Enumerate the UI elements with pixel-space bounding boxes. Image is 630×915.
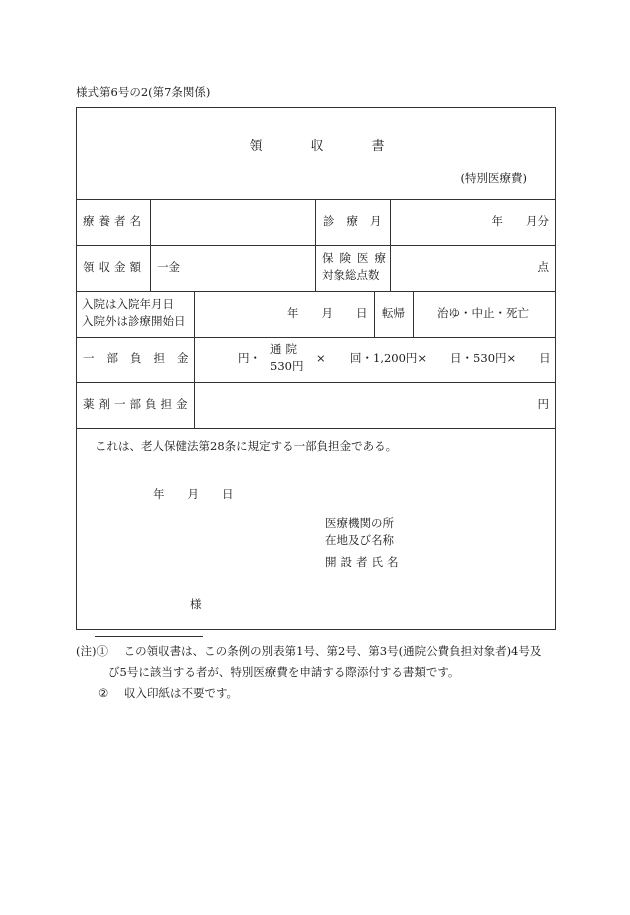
facility-label-1: 医療機関の所 xyxy=(325,516,394,530)
copay-formula[interactable]: 回・1,200円× 日・530円× 日 xyxy=(350,351,551,365)
copay-label: 一部負担金 xyxy=(83,351,201,365)
treatment-month-label: 診療月 xyxy=(323,214,394,228)
receipt-subtitle: (特別医療費) xyxy=(460,171,527,185)
copay-outpatient-rate: 530円 xyxy=(270,359,304,373)
insurance-points-field[interactable]: 点 xyxy=(537,260,549,274)
outcome-label: 転帰 xyxy=(382,306,405,320)
insurance-points-label-1: 保険医療 xyxy=(322,251,392,265)
receipt-form xyxy=(76,107,556,630)
statement-text: これは、老人保健法第28条に規定する一部負担金である。 xyxy=(95,439,398,453)
notes xyxy=(76,641,566,704)
note1-line1: この領収書は、この条例の別表第1号、第2号、第3号(通院公費負担対象者)4号及 xyxy=(123,644,542,658)
note1-marker: (注)① xyxy=(76,644,108,658)
received-amount-label: 領収金額 xyxy=(83,260,145,274)
note2-marker: ② xyxy=(98,686,109,700)
form-number: 様式第6号の2(第7条関係) xyxy=(76,85,211,99)
admission-label-1: 入院は入院年月日 xyxy=(82,297,174,311)
patient-name-label: 療養者名 xyxy=(83,214,145,228)
treatment-month-value[interactable]: 年 月分 xyxy=(491,214,549,228)
recipient-honorific: 様 xyxy=(190,597,202,611)
admission-date-field[interactable]: 年 月 日 xyxy=(287,306,368,320)
issue-date[interactable]: 年 月 日 xyxy=(153,487,234,501)
note1-line2: び5号に該当する者が、特別医療費を申請する際添付する書類です。 xyxy=(108,665,460,679)
recipient-name-line[interactable] xyxy=(95,636,203,637)
patient-name-field[interactable] xyxy=(157,204,309,240)
note2-text: 収入印紙は不要です。 xyxy=(123,686,239,700)
received-amount-field[interactable]: 一金 xyxy=(157,260,180,274)
insurance-points-label-2: 対象総点数 xyxy=(322,268,380,282)
copay-outpatient-label: 通院 xyxy=(270,342,301,356)
copay-times-sign: × xyxy=(316,351,326,365)
founder-name-label: 開設者氏名 xyxy=(325,555,403,569)
drug-copay-label: 薬剤一部負担金 xyxy=(83,397,192,411)
drug-copay-field[interactable]: 円 xyxy=(537,397,549,411)
outcome-options[interactable]: 治ゆ・中止・死亡 xyxy=(437,306,529,320)
facility-label-2: 在地及び名称 xyxy=(325,533,394,547)
receipt-title: 領収書 xyxy=(249,139,433,154)
copay-yen[interactable]: 円・ xyxy=(238,351,261,365)
admission-label-2: 入院外は診療開始日 xyxy=(82,314,186,328)
